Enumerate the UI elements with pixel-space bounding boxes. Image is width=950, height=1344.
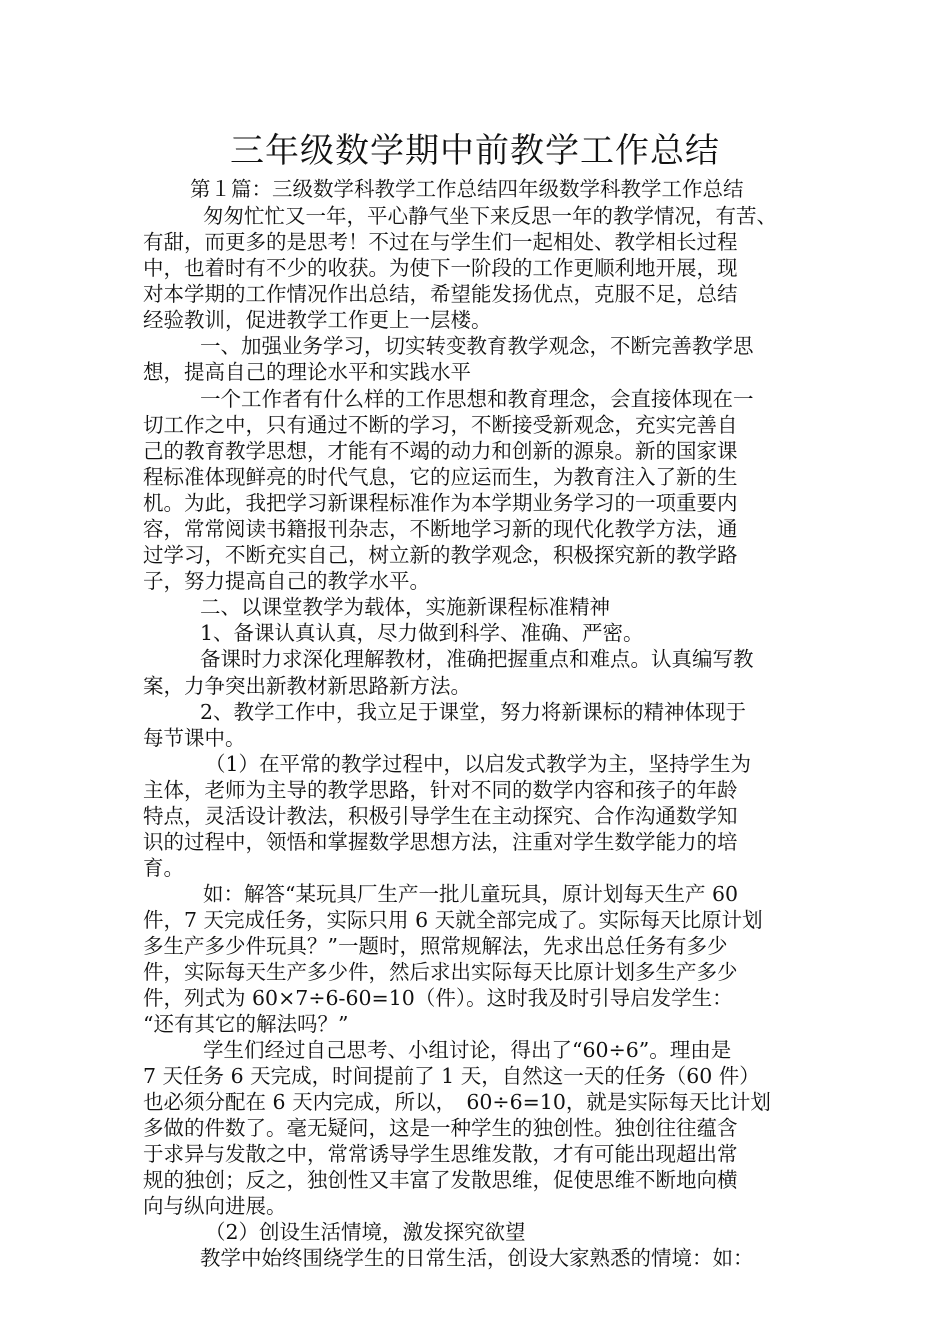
text-line: 1、备课认真认真，尽力做到科学、准确、严密。: [200, 621, 644, 645]
text-line: 件，7 天完成任务，实际只用 6 天就全部完成了。实际每天比原计划: [143, 908, 763, 932]
text-line: 己的教育教学思想，才能有不竭的动力和创新的源泉。新的国家课: [143, 439, 738, 463]
text-line: 向与纵向进展。: [143, 1194, 287, 1218]
text-line: 每节课中。: [143, 726, 246, 750]
text-line: 2、教学工作中，我立足于课堂，努力将新课标的精神体现于: [200, 700, 747, 724]
text-line: 7 天任务 6 天完成，时间提前了 1 天，自然这一天的任务（60 件）: [143, 1064, 760, 1088]
text-line: 经验教训，促进教学工作更上一层楼。: [143, 308, 492, 332]
text-line: 想，提高自己的理论水平和实践水平: [143, 360, 471, 384]
text-line: 规的独创；反之，独创性又丰富了发散思维，促使思维不断地向横: [143, 1168, 738, 1192]
text-line: 案，力争突出新教材新思路新方法。: [143, 674, 471, 698]
text-line: 子，努力提高自己的教学水平。: [143, 569, 430, 593]
text-line: 特点，灵活设计教法，积极引导学生在主动探究、合作沟通数学知: [143, 804, 738, 828]
text-line: 多生产多少件玩具？”一题时，照常规解法，先求出总任务有多少: [143, 934, 728, 958]
text-line: “还有其它的解法吗？”: [143, 1012, 349, 1036]
text-line: 件，列式为 60×7÷6-60=10（件）。这时我及时引导启发学生：: [143, 986, 733, 1010]
text-line: 一个工作者有什么样的工作思想和教育理念，会直接体现在一: [200, 387, 754, 411]
page-title: 三年级数学期中前教学工作总结: [230, 131, 720, 171]
text-line: 于求异与发散之中，常常诱导学生思维发散，才有可能出现超出常: [143, 1142, 738, 1166]
text-line: 识的过程中，领悟和掌握数学思想方法，注重对学生数学能力的培: [143, 830, 738, 854]
text-line: 二、以课堂教学为载体，实施新课程标准精神: [200, 595, 610, 619]
text-line: 中，也着时有不少的收获。为使下一阶段的工作更顺利地开展，现: [143, 256, 738, 280]
text-line: 切工作之中，只有通过不断的学习，不断接受新观念，充实完善自: [143, 413, 738, 437]
text-line: 件，实际每天生产多少件，然后求出实际每天比原计划多生产多少: [143, 960, 738, 984]
text-line: 匆匆忙忙又一年，平心静气坐下来反思一年的教学情况，有苦、: [203, 204, 777, 228]
text-line: 主体，老师为主导的教学思路，针对不同的数学内容和孩子的年龄: [143, 778, 738, 802]
text-line: 也必须分配在 6 天内完成，所以， 60÷6=10，就是实际每天比计划: [143, 1090, 771, 1114]
text-line: 多做的件数了。毫无疑问，这是一种学生的独创性。独创往往蕴含: [143, 1116, 738, 1140]
text-line: 机。为此，我把学习新课程标准作为本学期业务学习的一项重要内: [143, 491, 738, 515]
text-line: 育。: [143, 856, 184, 880]
text-line: 程标准体现鲜亮的时代气息，它的应运而生，为教育注入了新的生: [143, 465, 738, 489]
text-line: 教学中始终围绕学生的日常生活，创设大家熟悉的情境：如：: [200, 1246, 754, 1270]
text-line: （2）创设生活情境，激发探究欲望: [205, 1220, 526, 1244]
text-line: 学生们经过自己思考、小组讨论，得出了“60÷6”。理由是: [203, 1038, 732, 1062]
text-line: 一、加强业务学习，切实转变教育教学观念，不断完善教学思: [200, 334, 754, 358]
text-line: 如：解答“某玩具厂生产一批儿童玩具，原计划每天生产 60: [203, 882, 739, 906]
text-line: （1）在平常的教学过程中，以启发式教学为主，坚持学生为: [205, 752, 752, 776]
text-line: 过学习，不断充实自己，树立新的教学观念，积极探究新的教学路: [143, 543, 738, 567]
text-line: 第１篇：三级数学科教学工作总结四年级数学科教学工作总结: [190, 177, 744, 201]
text-line: 有甜，而更多的是思考！不过在与学生们一起相处、教学相长过程: [143, 230, 738, 254]
text-line: 容，常常阅读书籍报刊杂志，不断地学习新的现代化教学方法，通: [143, 517, 738, 541]
text-line: 对本学期的工作情况作出总结，希望能发扬优点，克服不足，总结: [143, 282, 738, 306]
text-line: 备课时力求深化理解教材，准确把握重点和难点。认真编写教: [200, 647, 754, 671]
